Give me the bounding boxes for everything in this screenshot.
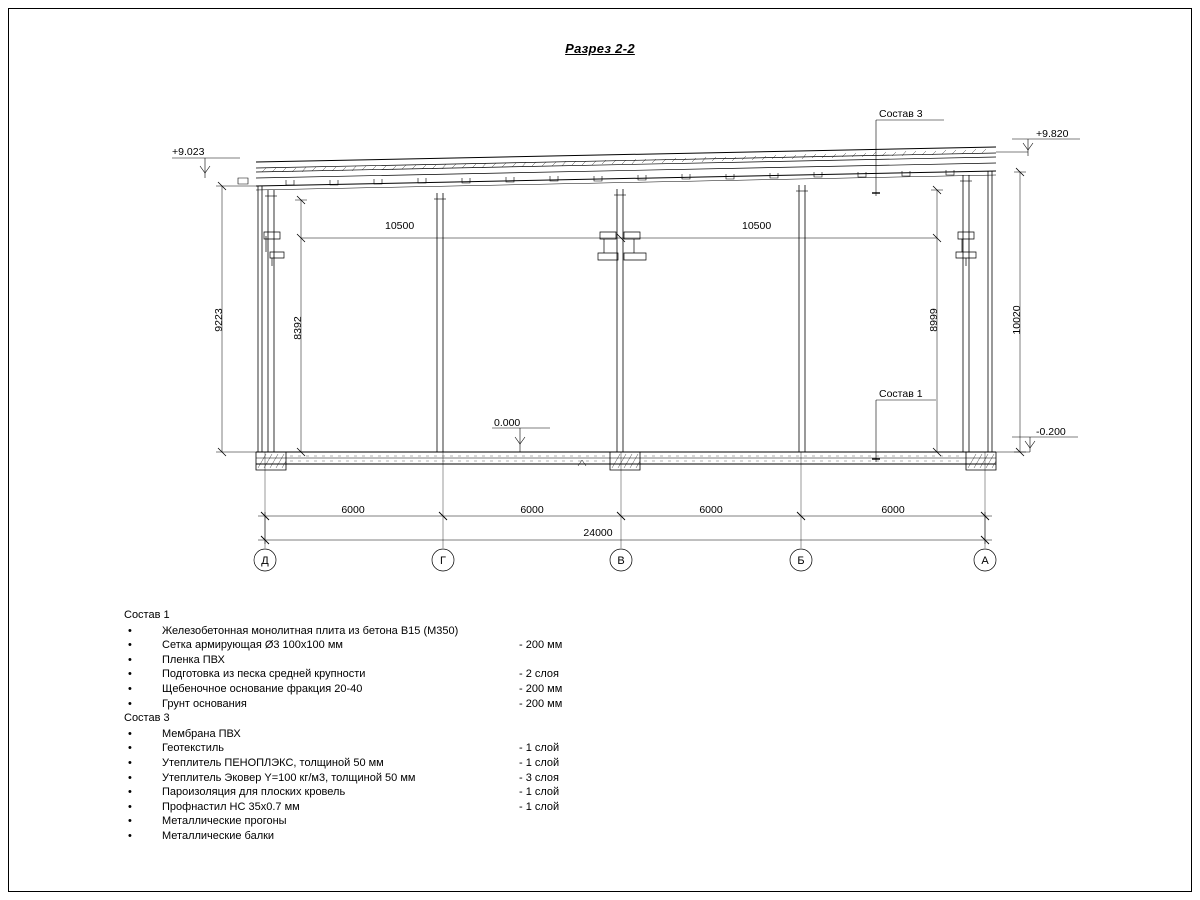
vertical-dimensions [216, 168, 1026, 456]
bay-dimension-1: 6000 [341, 504, 365, 516]
columns [258, 171, 992, 452]
legend-item-text: Пленка ПВХ [162, 653, 225, 666]
drawing-title-text: Разрез 2-2 [565, 41, 635, 56]
bullet-icon: • [128, 800, 132, 813]
bullet-icon: • [128, 771, 132, 784]
bay-dimension-3: 6000 [699, 504, 723, 516]
legend-item-text: Геотекстиль [162, 742, 225, 755]
axis-label-v: В [617, 555, 625, 567]
legend-item-value: - 200 мм [519, 697, 563, 710]
bullet-icon: • [128, 668, 132, 681]
bay-dimension-4: 6000 [881, 504, 905, 516]
legend-item-value: - 200 мм [519, 639, 563, 652]
legend-sostav3-heading: Состав 3 [124, 712, 170, 725]
height-right-overall: 10020 [1011, 305, 1023, 335]
bullet-icon: • [128, 697, 132, 710]
bullet-icon: • [128, 756, 132, 769]
bay-dimension-2: 6000 [520, 504, 544, 516]
axis-label-b: Б [797, 555, 805, 567]
span-dimensions [297, 234, 941, 242]
height-left-inner: 8392 [292, 316, 304, 340]
legend-item-text: Пароизоляция для плоских кровель [162, 786, 346, 799]
elevation-ground: 0.000 [494, 417, 521, 429]
legend-item-text: Профнастил НС 35х0.7 мм [162, 800, 300, 813]
list-item [124, 800, 764, 815]
legend-sostav1-heading: Состав 1 [124, 609, 170, 621]
callout-floor [872, 400, 936, 462]
floor-slab [256, 452, 996, 470]
legend-item-text: Щебеночное основание фракция 20-40 [162, 682, 363, 695]
legend-item-text: Металлические балки [162, 829, 275, 842]
legend-item-text: Утеплитель Эковер Y=100 кг/м3, толщиной 50 мм [162, 771, 416, 784]
height-left-overall: 9223 [213, 308, 225, 332]
bullet-icon: • [128, 815, 132, 828]
legend-item-value: - 1 слой [519, 800, 560, 813]
list-item [124, 697, 764, 712]
legend-item-value: - 1 слой [519, 742, 560, 755]
list-item [124, 829, 764, 844]
legend-item-text: Подготовка из песка средней крупности [162, 668, 366, 681]
bottom-dimension-chain [258, 512, 992, 544]
bullet-icon: • [128, 742, 132, 755]
legend-item-value: - 2 слоя [519, 668, 560, 681]
list-item [124, 814, 764, 829]
axis-bubbles [254, 549, 996, 571]
bullet-icon: • [128, 653, 132, 666]
elevation-marks [172, 139, 1080, 452]
bullet-icon: • [128, 624, 132, 637]
callout-floor-label: Состав 1 [879, 388, 923, 400]
legend-item-text: Сетка армирующая Ø3 100х100 мм [162, 639, 343, 652]
callout-roof-label: Состав 3 [879, 108, 923, 120]
span-left-label: 10500 [385, 220, 415, 232]
elevation-right-top: +9.820 [1036, 128, 1069, 140]
axis-label-g: Г [440, 555, 446, 567]
axis-label-a: А [981, 555, 989, 567]
roof-assembly [256, 147, 996, 190]
list-item [124, 638, 764, 653]
axis-label-d: Д [261, 555, 269, 567]
legend-block [124, 608, 764, 844]
legend-item-text: Грунт основания [162, 697, 247, 710]
legend-item-value: - 3 слоя [519, 771, 560, 784]
total-dimension: 24000 [583, 527, 613, 539]
legend-item-value: - 1 слой [519, 756, 560, 769]
bullet-icon: • [128, 682, 132, 695]
bullet-icon: • [128, 727, 132, 740]
elevation-footing: -0.200 [1036, 426, 1066, 438]
legend-item-text: Металлические прогоны [162, 815, 287, 828]
bullet-icon: • [128, 639, 132, 652]
legend-item-value: - 200 мм [519, 682, 563, 695]
span-right-label: 10500 [742, 220, 772, 232]
elevation-left-top: +9.023 [172, 146, 205, 158]
bullet-icon: • [128, 829, 132, 842]
legend-item-text: Утеплитель ПЕНОПЛЭКС, толщиной 50 мм [162, 756, 384, 769]
legend-item-text: Мембрана ПВХ [162, 727, 241, 740]
height-right-inner: 8999 [928, 308, 940, 332]
legend-item-value: - 1 слой [519, 786, 560, 799]
legend-item-text: Железобетонная монолитная плита из бетона В15 (М350) [162, 624, 459, 637]
bullet-icon: • [128, 786, 132, 799]
